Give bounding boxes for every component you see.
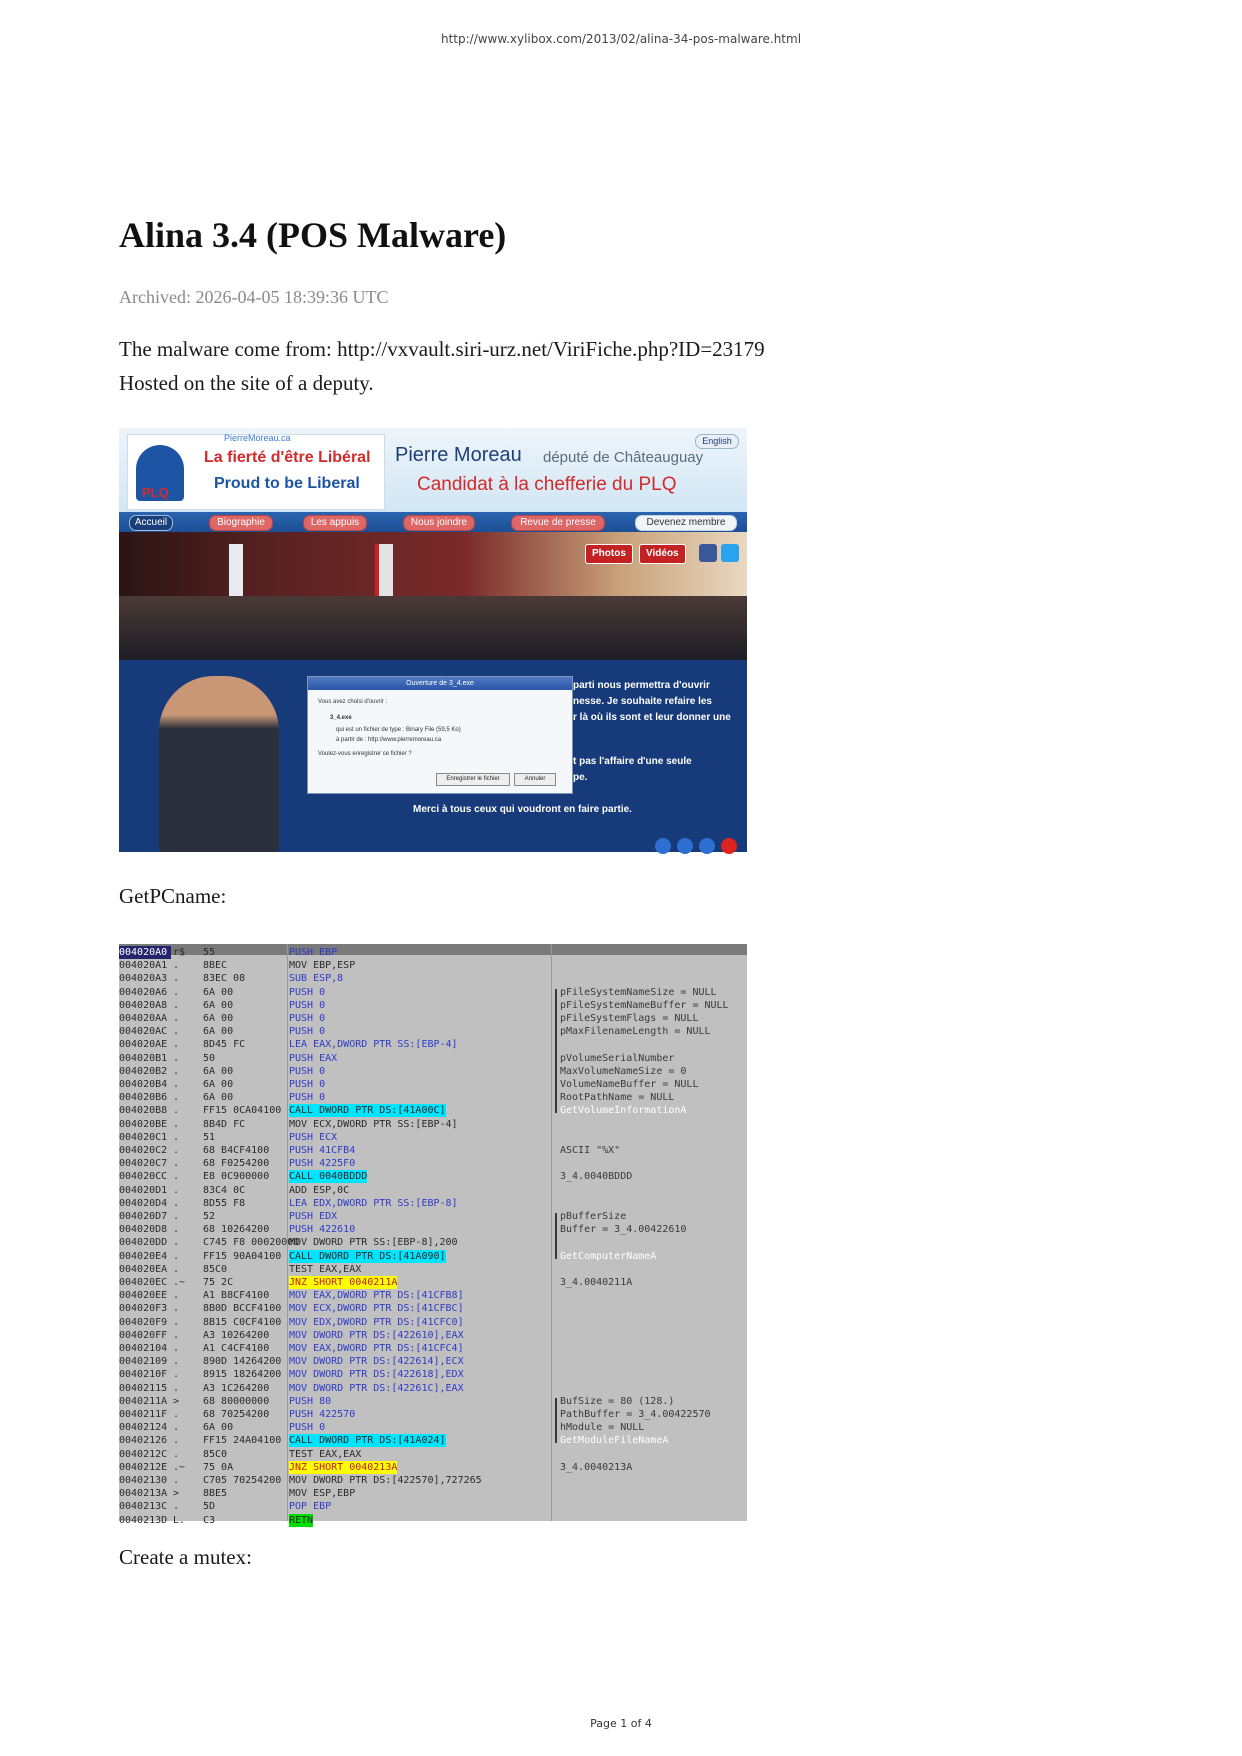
disassembly-row[interactable] — [119, 946, 747, 959]
source-line: The malware come from: http://vxvault.siri-urz.net/ViriFiche.php?ID=23179 — [119, 337, 765, 361]
row-hex: A3 1C264200 — [203, 1382, 270, 1394]
dialog-question: Voulez-vous enregistrer ce fichier ? — [318, 751, 412, 757]
disassembly-row[interactable] — [119, 1421, 747, 1434]
row-address: 00402124 — [119, 1422, 168, 1434]
row-address: 00402115 — [119, 1382, 168, 1394]
disassembly-row[interactable] — [119, 1316, 747, 1329]
disassembly-row[interactable] — [119, 1461, 747, 1474]
row-address: 004020B2 — [119, 1065, 168, 1077]
dialog-prompt: Vous avez choisi d'ouvrir : — [318, 699, 388, 705]
disassembly-row[interactable] — [119, 1474, 747, 1487]
row-marker: .~ — [173, 1277, 186, 1288]
archived-timestamp: Archived: 2026-04-05 18:39:36 UTC — [119, 287, 389, 307]
row-instruction: TEST EAX,EAX — [289, 1263, 362, 1275]
disassembly-row[interactable] — [119, 1038, 747, 1051]
disassembly-row[interactable] — [119, 972, 747, 985]
row-address: 004020AE — [119, 1039, 168, 1051]
disassembly-row[interactable] — [119, 1131, 747, 1144]
row-address: 0040212C — [119, 1448, 168, 1460]
row-marker: . — [173, 1079, 180, 1090]
row-instruction: MOV DWORD PTR DS:[422618],EDX — [289, 1369, 464, 1381]
row-address: 00402109 — [119, 1356, 168, 1368]
disassembly-row[interactable] — [119, 1210, 747, 1223]
hosted-line: Hosted on the site of a deputy. — [119, 371, 374, 395]
article-title: Alina 3.4 (POS Malware) — [119, 215, 507, 255]
row-marker: . — [173, 1356, 180, 1368]
disassembly-row[interactable] — [119, 1289, 747, 1302]
row-marker: . — [173, 1171, 180, 1183]
row-address: 004020A8 — [119, 999, 168, 1011]
row-comment: GetComputerNameA — [560, 1250, 657, 1262]
row-marker: . — [173, 1145, 180, 1156]
row-marker: . — [173, 1263, 180, 1275]
row-comment: ASCII "%X" — [560, 1145, 621, 1156]
row-address: 004020CC — [119, 1171, 168, 1183]
disassembly-row[interactable] — [119, 1157, 747, 1170]
row-comment: hModule = NULL — [560, 1422, 645, 1434]
row-hex: 50 — [203, 1052, 216, 1064]
row-address: 004020B1 — [119, 1052, 168, 1064]
row-hex: 85C0 — [203, 1448, 228, 1460]
candidate-portrait — [159, 676, 279, 852]
row-comment: BufSize = 80 (128.) — [560, 1395, 675, 1407]
row-instruction: PUSH EDX — [289, 1211, 338, 1222]
debugger-screenshot — [119, 944, 747, 1526]
disassembly-row[interactable] — [119, 1382, 747, 1395]
row-address: 004020A1 — [119, 960, 168, 972]
argument-bracket — [555, 1398, 560, 1444]
row-hex: 68 80000000 — [203, 1395, 270, 1407]
row-address: 004020C1 — [119, 1131, 168, 1143]
row-instruction: CALL DWORD PTR DS:[41A00C] — [289, 1105, 446, 1117]
row-address: 004020D4 — [119, 1197, 168, 1209]
dialog-title: Ouverture de 3_4.exe — [308, 677, 572, 690]
row-hex: 6A 00 — [203, 1026, 234, 1038]
website-nav — [119, 512, 747, 532]
row-comment: Buffer = 3_4.00422610 — [560, 1224, 687, 1236]
disassembly-row[interactable] — [119, 1500, 747, 1513]
row-hex: FF15 90A04100 — [203, 1250, 282, 1262]
disassembly-row[interactable] — [119, 1302, 747, 1315]
row-marker: . — [173, 1422, 180, 1434]
row-marker: . — [173, 1369, 180, 1381]
candidate-role: député de Châteauguay — [543, 449, 704, 466]
carousel-dot[interactable] — [655, 838, 671, 854]
row-hex: 6A 00 — [203, 1422, 234, 1434]
row-hex: 8BEC — [203, 960, 228, 972]
row-instruction: MOV ECX,DWORD PTR SS:[EBP-4] — [289, 1118, 458, 1130]
disassembly-row[interactable] — [119, 1276, 747, 1289]
row-address: 00402130 — [119, 1475, 168, 1486]
press-conference-photo — [119, 532, 747, 660]
disassembly-row[interactable] — [119, 1514, 747, 1527]
row-marker: L. — [173, 1514, 186, 1526]
row-hex: 68 10264200 — [203, 1224, 270, 1236]
disassembly-row[interactable] — [119, 1144, 747, 1157]
row-instruction: ADD ESP,0C — [289, 1184, 350, 1196]
row-hex: C745 F8 00020000 — [203, 1237, 300, 1249]
videos-button[interactable]: Vidéos — [639, 544, 686, 564]
row-address: 00402126 — [119, 1435, 168, 1447]
disassembly-row[interactable] — [119, 999, 747, 1012]
row-marker: . — [173, 1197, 180, 1209]
row-instruction: MOV EBP,ESP — [289, 960, 356, 972]
row-address: 0040211A — [119, 1395, 168, 1407]
row-address: 004020A0 — [119, 946, 171, 959]
nav-appuis[interactable]: Les appuis — [303, 515, 367, 531]
row-marker: . — [173, 1224, 180, 1236]
row-hex: 55 — [203, 947, 216, 958]
disassembly-row[interactable] — [119, 1104, 747, 1117]
row-marker: . — [173, 1448, 180, 1460]
row-instruction: MOV DWORD PTR DS:[422570],727265 — [289, 1475, 482, 1486]
row-address: 004020A3 — [119, 973, 168, 985]
row-marker: . — [173, 973, 180, 985]
row-marker: . — [173, 1065, 180, 1077]
disassembly-row[interactable] — [119, 1329, 747, 1342]
row-instruction: MOV DWORD PTR DS:[422614],ECX — [289, 1356, 464, 1368]
row-instruction: PUSH 0 — [289, 986, 326, 998]
carousel-dot[interactable] — [699, 838, 715, 854]
row-hex: 8B15 C0CF4100 — [203, 1316, 282, 1328]
disassembly-row[interactable] — [119, 1434, 747, 1447]
row-instruction: MOV ESP,EBP — [289, 1488, 356, 1500]
row-marker: . — [173, 1303, 180, 1315]
row-hex: A1 B8CF4100 — [203, 1290, 270, 1302]
disassembly-row[interactable] — [119, 1091, 747, 1104]
disassembly-row[interactable] — [119, 1012, 747, 1025]
row-comment: pFileSystemNameBuffer = NULL — [560, 999, 729, 1011]
row-address: 004020DD — [119, 1237, 168, 1249]
row-address: 004020E4 — [119, 1250, 168, 1262]
carousel-dot[interactable] — [677, 838, 693, 854]
row-address: 004020AC — [119, 1026, 168, 1038]
disassembly-row[interactable] — [119, 1052, 747, 1065]
row-hex: A1 C4CF4100 — [203, 1343, 270, 1354]
row-comment: pVolumeSerialNumber — [560, 1052, 675, 1064]
row-instruction: PUSH 0 — [289, 1026, 326, 1038]
english-button[interactable]: English — [695, 434, 739, 449]
row-marker: . — [173, 1158, 180, 1170]
row-comment: GetModuleFileNameA — [560, 1435, 669, 1447]
row-instruction: PUSH 0 — [289, 999, 326, 1011]
disassembly-row[interactable] — [119, 1078, 747, 1091]
row-instruction: PUSH 0 — [289, 1079, 326, 1090]
row-marker: . — [173, 960, 180, 972]
row-marker: . — [173, 1316, 180, 1328]
row-hex: 68 F0254200 — [203, 1158, 270, 1170]
row-instruction: PUSH 0 — [289, 1013, 326, 1024]
row-marker: . — [173, 1290, 180, 1302]
row-instruction: CALL 0040BDDD — [289, 1171, 368, 1183]
website-text-line: t pas l'affaire d'une seule — [573, 756, 692, 767]
row-hex: FF15 24A04100 — [203, 1435, 282, 1447]
disassembly-row[interactable] — [119, 1118, 747, 1131]
row-address: 004020C2 — [119, 1145, 168, 1156]
row-hex: 8B4D FC — [203, 1118, 246, 1130]
row-instruction: JNZ SHORT 0040213A — [289, 1461, 398, 1473]
row-instruction: PUSH ECX — [289, 1131, 338, 1143]
row-instruction: LEA EAX,DWORD PTR SS:[EBP-4] — [289, 1039, 458, 1051]
row-address: 004020C7 — [119, 1158, 168, 1170]
row-comment: pBufferSize — [560, 1211, 627, 1222]
row-instruction: PUSH 4225F0 — [289, 1158, 356, 1170]
tagline-french: La fierté d'être Libéral — [204, 449, 371, 466]
row-hex: 5D — [203, 1501, 216, 1513]
nav-accueil[interactable]: Accueil — [129, 515, 173, 531]
row-marker: . — [173, 986, 180, 998]
merci-text: Merci à tous ceux qui voudront en faire partie. — [413, 804, 632, 815]
row-hex: 75 2C — [203, 1277, 234, 1288]
row-instruction: POP EBP — [289, 1501, 332, 1513]
row-comment: pFileSystemNameSize = NULL — [560, 986, 717, 998]
row-address: 004020AA — [119, 1013, 168, 1024]
row-address: 004020BE — [119, 1118, 168, 1130]
nav-biographie[interactable]: Biographie — [209, 515, 273, 531]
plq-label: PLQ — [142, 485, 169, 500]
row-address: 0040211F — [119, 1409, 168, 1420]
row-comment: pFileSystemFlags = NULL — [560, 1013, 699, 1024]
nav-revue[interactable]: Revue de presse — [511, 515, 605, 531]
row-hex: 8BE5 — [203, 1488, 228, 1500]
disassembly-row[interactable] — [119, 1355, 747, 1368]
row-marker: . — [173, 1026, 180, 1038]
row-instruction: PUSH EAX — [289, 1052, 338, 1064]
row-instruction: CALL DWORD PTR DS:[41A090] — [289, 1250, 446, 1262]
photos-button[interactable]: Photos — [585, 544, 633, 564]
disassembly-row[interactable] — [119, 1487, 747, 1500]
plq-logo — [127, 434, 385, 510]
row-instruction: SUB ESP,8 — [289, 973, 344, 985]
row-address: 004020D8 — [119, 1224, 168, 1236]
row-instruction: PUSH 41CFB4 — [289, 1145, 356, 1156]
row-hex: C705 70254200 — [203, 1475, 282, 1486]
row-address: 004020A6 — [119, 986, 168, 998]
row-instruction: PUSH 0 — [289, 1422, 326, 1434]
download-dialog — [307, 676, 573, 794]
row-hex: 6A 00 — [203, 1092, 234, 1104]
row-hex: 85C0 — [203, 1263, 228, 1275]
row-comment: RootPathName = NULL — [560, 1092, 675, 1104]
row-marker: .~ — [173, 1461, 186, 1473]
row-marker: . — [173, 999, 180, 1011]
row-hex: 890D 14264200 — [203, 1356, 282, 1368]
row-marker: . — [173, 1184, 180, 1196]
disassembly-row[interactable] — [119, 1250, 747, 1263]
caption-mutex: Create a mutex: — [119, 1545, 252, 1569]
row-marker: . — [173, 1131, 180, 1143]
row-hex: 6A 00 — [203, 1079, 234, 1090]
row-hex: C3 — [203, 1514, 216, 1526]
row-marker: > — [173, 1488, 180, 1500]
row-marker: . — [173, 1343, 180, 1354]
row-comment: VolumeNameBuffer = NULL — [560, 1079, 699, 1090]
row-address: 00402104 — [119, 1343, 168, 1354]
canada-flag — [375, 544, 393, 596]
row-instruction: PUSH 80 — [289, 1395, 332, 1407]
row-address: 004020EE — [119, 1290, 168, 1302]
candidacy-text: Candidat à la chefferie du PLQ — [417, 474, 677, 495]
page-number: Page 1 of 4 — [590, 1717, 652, 1730]
row-address: 004020B4 — [119, 1079, 168, 1090]
row-instruction: LEA EDX,DWORD PTR SS:[EBP-8] — [289, 1197, 458, 1209]
row-address: 0040212E — [119, 1461, 168, 1473]
argument-bracket — [555, 1213, 560, 1259]
website-text-line: nesse. Je souhaite refaire les — [573, 696, 712, 707]
row-hex: 52 — [203, 1211, 216, 1222]
row-hex: 6A 00 — [203, 1013, 234, 1024]
website-text-line: r là où ils sont et leur donner une — [573, 712, 731, 723]
row-comment: 3_4.0040213A — [560, 1461, 633, 1473]
row-marker: r$ — [173, 947, 186, 958]
facebook-icon[interactable] — [699, 544, 717, 562]
header-url: http://www.xylibox.com/2013/02/alina-34-pos-malware.html — [440, 32, 802, 46]
row-instruction: MOV DWORD PTR DS:[422610],EAX — [289, 1329, 464, 1341]
disassembly-row[interactable] — [119, 986, 747, 999]
row-marker: . — [173, 1039, 180, 1051]
row-instruction: PUSH EBP — [289, 947, 338, 958]
disassembly-row[interactable] — [119, 959, 747, 972]
save-file-button[interactable]: Enregistrer le fichier — [436, 773, 510, 786]
row-comment: 3_4.0040211A — [560, 1277, 633, 1288]
carousel-dot[interactable] — [721, 838, 737, 854]
row-comment: pMaxFilenameLength = NULL — [560, 1026, 711, 1038]
row-hex: 83C4 0C — [203, 1184, 246, 1196]
row-hex: A3 10264200 — [203, 1329, 270, 1341]
dialog-type: qui est un fichier de type : Binary File (59,5 Ko) — [336, 727, 461, 733]
row-marker: . — [173, 1118, 180, 1130]
row-address: 004020F9 — [119, 1316, 168, 1328]
site-label: PierreMoreau.ca — [224, 433, 291, 443]
row-hex: 6A 00 — [203, 1065, 234, 1077]
row-instruction: MOV DWORD PTR SS:[EBP-8],200 — [289, 1237, 458, 1249]
dialog-from: à partir de : http://www.pierremoreau.ca — [336, 737, 442, 743]
row-address: 004020EC — [119, 1277, 168, 1288]
row-hex: 8915 18264200 — [203, 1369, 282, 1381]
row-hex: E8 0C900000 — [203, 1171, 270, 1183]
row-address: 0040213C — [119, 1501, 168, 1513]
row-address: 004020D7 — [119, 1211, 168, 1222]
row-marker: . — [173, 1475, 180, 1486]
row-marker: . — [173, 1382, 180, 1394]
row-hex: 68 B4CF4100 — [203, 1145, 270, 1156]
row-marker: . — [173, 1250, 180, 1262]
row-comment: MaxVolumeNameSize = 0 — [560, 1065, 687, 1077]
row-address: 0040210F — [119, 1369, 168, 1381]
row-address: 004020D1 — [119, 1184, 168, 1196]
row-marker: . — [173, 1013, 180, 1024]
row-hex: 8D45 FC — [203, 1039, 246, 1051]
nav-joindre[interactable]: Nous joindre — [403, 515, 475, 531]
website-screenshot — [119, 428, 747, 852]
row-instruction: TEST EAX,EAX — [289, 1448, 362, 1460]
row-marker: . — [173, 1409, 180, 1420]
row-instruction: MOV ECX,DWORD PTR DS:[41CFBC] — [289, 1303, 464, 1315]
nav-devenez[interactable]: Devenez membre — [635, 515, 737, 531]
row-instruction: RETN — [289, 1514, 314, 1526]
argument-bracket — [555, 989, 560, 1114]
row-instruction: MOV EDX,DWORD PTR DS:[41CFC0] — [289, 1316, 464, 1328]
row-address: 004020EA — [119, 1263, 168, 1275]
row-address: 004020B8 — [119, 1105, 168, 1117]
disassembly-row[interactable] — [119, 1368, 747, 1381]
tagline-english: Proud to be Liberal — [214, 475, 360, 492]
row-instruction: JNZ SHORT 0040211A — [289, 1277, 398, 1288]
disassembly-row[interactable] — [119, 1197, 747, 1210]
disassembly-row[interactable] — [119, 1408, 747, 1421]
disassembly-row[interactable] — [119, 1448, 747, 1461]
crowd — [119, 596, 747, 660]
row-address: 0040213D — [119, 1514, 168, 1526]
website-lower-section — [119, 660, 747, 852]
row-instruction: PUSH 0 — [289, 1092, 326, 1104]
row-hex: FF15 0CA04100 — [203, 1105, 282, 1117]
disassembly-row[interactable] — [119, 1395, 747, 1408]
row-instruction: MOV DWORD PTR DS:[42261C],EAX — [289, 1382, 464, 1394]
disassembly-row[interactable] — [119, 1170, 747, 1183]
row-marker: . — [173, 1092, 180, 1104]
row-instruction: PUSH 422570 — [289, 1409, 356, 1420]
row-instruction: MOV EAX,DWORD PTR DS:[41CFC4] — [289, 1343, 464, 1354]
row-hex: 75 0A — [203, 1461, 234, 1473]
row-comment: GetVolumeInformationA — [560, 1105, 687, 1117]
row-instruction: MOV EAX,DWORD PTR DS:[41CFB8] — [289, 1290, 464, 1302]
disassembly-row[interactable] — [119, 1025, 747, 1038]
row-instruction: CALL DWORD PTR DS:[41A024] — [289, 1435, 446, 1447]
row-marker: . — [173, 1105, 180, 1117]
row-hex: 51 — [203, 1131, 216, 1143]
row-hex: 6A 00 — [203, 999, 234, 1011]
row-hex: 8D55 F8 — [203, 1197, 246, 1209]
website-text-line: parti nous permettra d'ouvrir — [573, 680, 710, 691]
row-marker: . — [173, 1501, 180, 1513]
disassembly-row[interactable] — [119, 1223, 747, 1236]
row-address: 0040213A — [119, 1488, 168, 1500]
disassembly-row[interactable] — [119, 1263, 747, 1276]
row-instruction: PUSH 422610 — [289, 1224, 356, 1236]
row-marker: > — [173, 1395, 180, 1407]
row-address: 004020F3 — [119, 1303, 168, 1315]
row-instruction: PUSH 0 — [289, 1065, 326, 1077]
caption-getpcname: GetPCname: — [119, 884, 227, 908]
row-comment: 3_4.0040BDDD — [560, 1171, 633, 1183]
disassembly-row[interactable] — [119, 1342, 747, 1355]
twitter-icon[interactable] — [721, 544, 739, 562]
row-address: 004020B6 — [119, 1092, 168, 1104]
cancel-button[interactable]: Annuler — [514, 773, 556, 786]
row-marker: . — [173, 1052, 180, 1064]
row-marker: . — [173, 1329, 180, 1341]
row-marker: . — [173, 1237, 180, 1249]
quebec-flag — [229, 544, 243, 596]
disassembly-row[interactable] — [119, 1065, 747, 1078]
website-banner — [119, 428, 747, 512]
row-hex: 68 70254200 — [203, 1409, 270, 1420]
row-hex: 83EC 08 — [203, 973, 246, 985]
row-marker: . — [173, 1435, 180, 1447]
dialog-file: 3_4.exe — [330, 715, 352, 721]
candidate-name: Pierre Moreau — [395, 444, 522, 466]
disassembly-row[interactable] — [119, 1184, 747, 1197]
row-hex: 6A 00 — [203, 986, 234, 998]
row-comment: PathBuffer = 3_4.00422570 — [560, 1409, 711, 1420]
row-address: 004020FF — [119, 1329, 168, 1341]
row-hex: 8B0D BCCF4100 — [203, 1303, 282, 1315]
website-text-line: pe. — [573, 772, 588, 783]
disassembly-row[interactable] — [119, 1236, 747, 1249]
row-marker: . — [173, 1211, 180, 1222]
